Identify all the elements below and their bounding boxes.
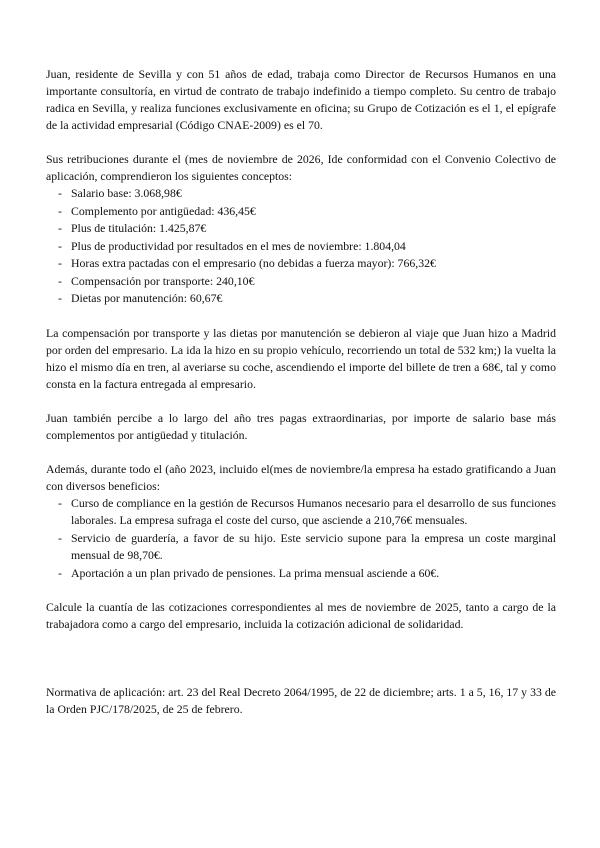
list-marker: -: [58, 238, 62, 253]
list-item-text: Dietas por manutención: 60,67€: [71, 291, 223, 305]
list-marker: -: [58, 291, 62, 305]
list-item: [46, 495, 556, 530]
list-item-text: Plus de titulación: 1.425,87€: [71, 221, 207, 235]
list-item-text: Complemento por antigüedad: 436,45€: [71, 203, 256, 218]
paragraph-retribuciones: Sus retribuciones durante el (mes de noviembre de 2026, Ide conformidad con el Convenio Colectivo de aplicación, comprendieron los siguientes conceptos:: [46, 152, 556, 183]
list-marker: -: [58, 221, 62, 235]
list-marker: -: [58, 565, 62, 580]
paragraph-calcule: Calcule la cuantía de las cotizaciones correspondientes al mes de noviembre de 2025, tanto a cargo de la trabajadora como a cargo del empresario, incluida la cotización adicional de solidaridad.: [46, 600, 556, 631]
list-marker: -: [58, 186, 62, 200]
list-marker: -: [58, 495, 62, 510]
list-item: [46, 273, 556, 291]
list-item-text: Plus de productividad por resultados en el mes de noviembre: 1.804,04: [71, 238, 406, 253]
list-item-text: Aportación a un plan privado de pensiones. La prima mensual asciende a 60€.: [71, 565, 440, 580]
paragraph-intro: Juan, residente de Sevilla y con 51 años de edad, trabaja como Director de Recursos Humanos en una importante consultoría, en virtud de contrato de trabajo indefinido a tiempo completo. Su centro de trabajo radica en Sevilla, y realiza funciones exclusivamente en oficina; su Grupo de Cotización es el 1, el epígrafe de la actividad empresarial (Código CNAE-2009) es el 70.: [46, 67, 556, 132]
list-item: [46, 203, 556, 221]
paragraph-normativa: Normativa de aplicación: art. 23 del Real Decreto 2064/1995, de 22 de diciembre; arts. 1 a 5, 16, 17 y 33 de la Orden PJC/178/2025, de 25 de febrero.: [46, 685, 556, 716]
list-item-text: Salario base: 3.068,98€: [71, 186, 182, 200]
conceptos-list: [46, 185, 556, 308]
list-item: [46, 255, 556, 273]
list-item-text: Curso de compliance en la gestión de Recursos Humanos necesario para el desarrollo de sus funciones laborales. La empresa sufraga el coste del curso, que asciende a 210,76€ mensuales.: [71, 495, 556, 527]
list-item: [46, 220, 556, 238]
list-item: [46, 238, 556, 256]
paragraph-pagas: Juan también percibe a lo largo del año tres pagas extraordinarias, por importe de salario base más complementos por antigüedad y titulación.: [46, 410, 556, 442]
list-marker: -: [58, 530, 62, 545]
list-item: [46, 185, 556, 203]
paragraph-compensacion: La compensación por transporte y las dietas por manutención se debieron al viaje que Juan hizo a Madrid por orden del empresario. La ida la hizo en su propio vehículo, recorriendo un total de 532 km;) la vuelta la hizo el mismo día en tren, al averiarse su coche, ascendiendo el importe del billete de tren a 68€, tal y como consta en la factura entregada al empresario.: [46, 325, 556, 391]
list-item-text: Servicio de guardería, a favor de su hijo. Este servicio supone para la empresa un coste marginal mensual de 98,70€.: [71, 530, 556, 562]
list-item: [46, 290, 556, 308]
list-item-text: Horas extra pactadas con el empresario (no debidas a fuerza mayor): 766,32€: [71, 256, 436, 270]
list-item: [46, 530, 556, 565]
list-marker: -: [58, 273, 62, 288]
list-item-text: Compensación por transporte: 240,10€: [71, 273, 255, 288]
list-marker: -: [58, 256, 62, 270]
list-item: [46, 565, 556, 583]
paragraph-beneficios: Además, durante todo el (año 2023, incluido el(mes de noviembre/la empresa ha estado gratificando a Juan con diversos beneficios:: [46, 461, 556, 493]
beneficios-list: [46, 495, 556, 583]
document-body: [46, 66, 556, 718]
list-marker: -: [58, 203, 62, 218]
